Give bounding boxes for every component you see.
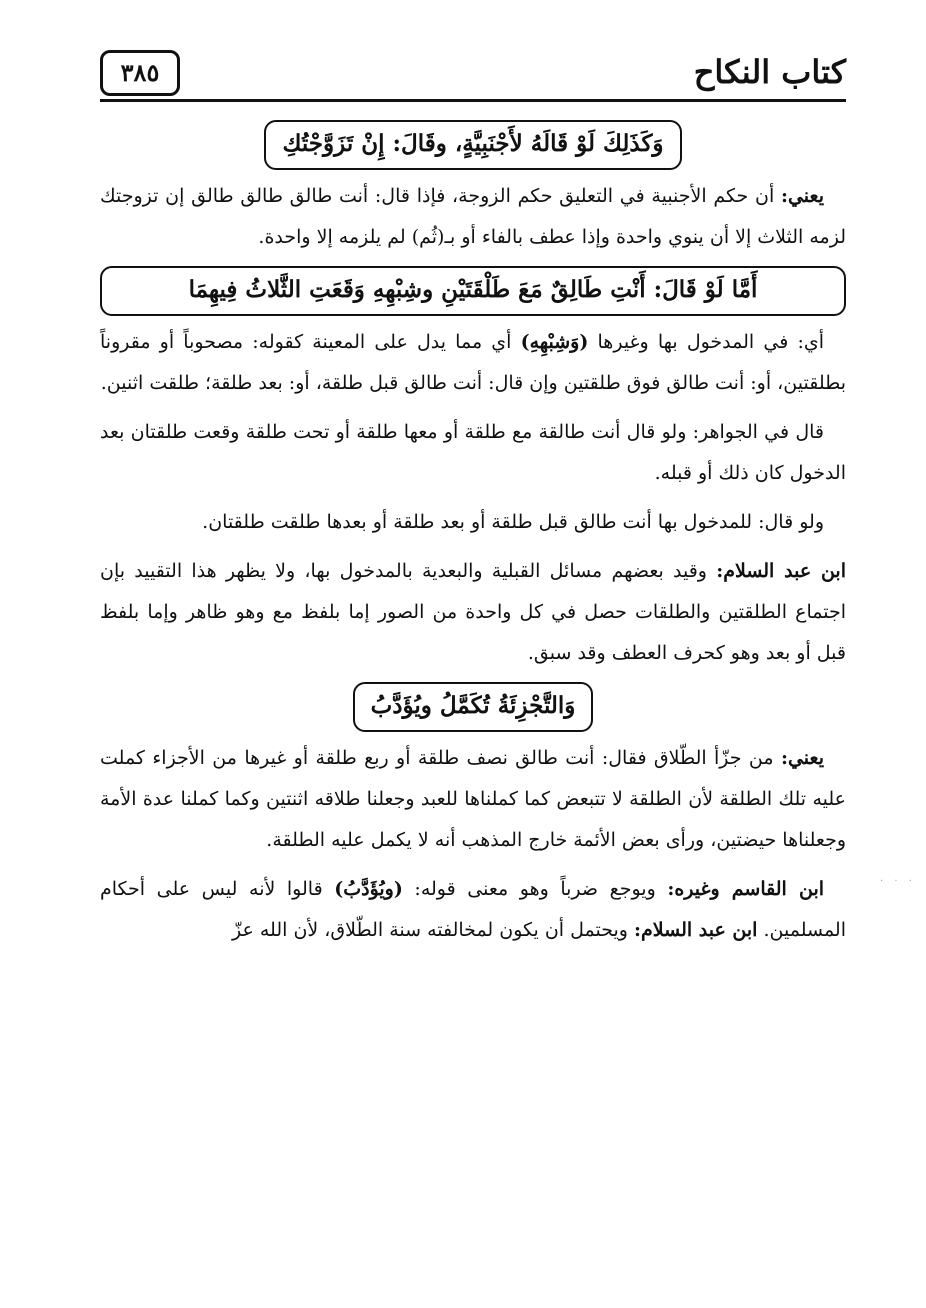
scholar-name: ابن عبد السلام: [716, 560, 847, 582]
paragraph-text: ويحتمل أن يكون لمخالفته سنة الطّلاق، لأن الله عزّ [232, 919, 634, 941]
page-header [100, 48, 846, 102]
paragraph-text: أن حكم الأجنبية في التعليق حكم الزوجة، فإذا قال: أنت طالق طالق طالق إن تزوجتك لزمه الثلاث إلا أن ينوي واحدة وإذا عطف بالفاء أو بـ(ثُم) لم يلزمه إلا واحدة. [100, 185, 846, 248]
matn-quote: (ويُؤَدَّبُ) [334, 878, 403, 900]
commentary-paragraph-3: قال في الجواهر: ولو قال أنت طالقة مع طلقة أو معها طلقة أو تحت طلقة وقعت طلقتان بعد الدخول كان ذلك أو قبله. [100, 421, 846, 484]
commentary-paragraph-1 [100, 176, 846, 258]
book-title: كتاب النكاح [693, 53, 846, 91]
header-rule [100, 99, 846, 102]
paragraph-text: أي مما يدل على المعينة كقوله: مصحوباً أو مقروناً بطلقتين، أو: أنت طالق فوق طلقتين وإن قال: أنت طالق قبل طلقة، أو: بعد طلقة؛ طلقت اثنين. [100, 331, 846, 394]
paragraph-text: قالوا لأنه ليس على أحكام المسلمين. [100, 878, 846, 941]
paragraph-text: أي: في المدخول بها وغيرها [588, 331, 824, 353]
commentary-paragraph-7 [100, 869, 846, 951]
scholar-name: ابن القاسم وغيره: [667, 878, 825, 900]
commentary-paragraph-6 [100, 738, 846, 861]
commentary-paragraph-4: ولو قال: للمدخول بها أنت طالق قبل طلقة أو بعد طلقة أو بعدها طلقت طلقتان. [202, 511, 824, 533]
matn-box-3: وَالتَّجْزِئَةُ تُكَمَّلُ ويُؤَدَّبُ [353, 682, 594, 732]
paragraph-text: من جزّأ الطّلاق فقال: أنت طالق نصف طلقة أو ربع طلقة أو غيرها من الأجزاء كملت عليه تلك الطلقة لأن الطلقة لا تتبعض كما كملناها للعبد وجعلنا طلاقه اثنتين وكما كملنا عدة الأمة وجعلناها حيضتين، ورأى بعض الأئمة خارج المذهب أنه لا يكمل عليه الطلقة. [100, 747, 846, 851]
commentary-paragraph-2 [100, 322, 846, 404]
paragraph-text: وقيد بعضهم مسائل القبلية والبعدية بالمدخول بها، ولا يظهر هذا التقييد بإن اجتماع الطلقتين والطلقات حصل في كل واحدة من الصور إما بلفظ مع وهو ظاهر وإما بلفظ قبل أو بعد وهو كحرف العطف وقد سبق. [100, 560, 846, 664]
matn-box-2: أَمَّا لَوْ قَالَ: أَنْتِ طَالِقٌ مَعَ طَلْقَتَيْنِ وشِبْهِهِ وَقَعَتِ الثَّلاثُ فِيهِمَا [100, 266, 846, 316]
matn-box-1: وَكَذَلِكَ لَوْ قَالَهُ لأَجْنَبِيَّةٍ، وقَالَ: إِنْ تَزَوَّجْتُكِ [264, 120, 681, 170]
scholar-name: ابن عبد السلام: [634, 919, 758, 941]
matn-quote: (وَشِبْهِهِ) [520, 331, 589, 353]
page-body [100, 112, 846, 959]
margin-marks: · · · [880, 876, 916, 887]
lead-word: يعني: [780, 747, 824, 769]
paragraph-text: ويوجع ضرباً وهو معنى قوله: [402, 878, 668, 900]
page-number-badge: ٣٨٥ [100, 50, 180, 96]
lead-word: يعني: [780, 185, 824, 207]
commentary-paragraph-5 [100, 551, 846, 674]
